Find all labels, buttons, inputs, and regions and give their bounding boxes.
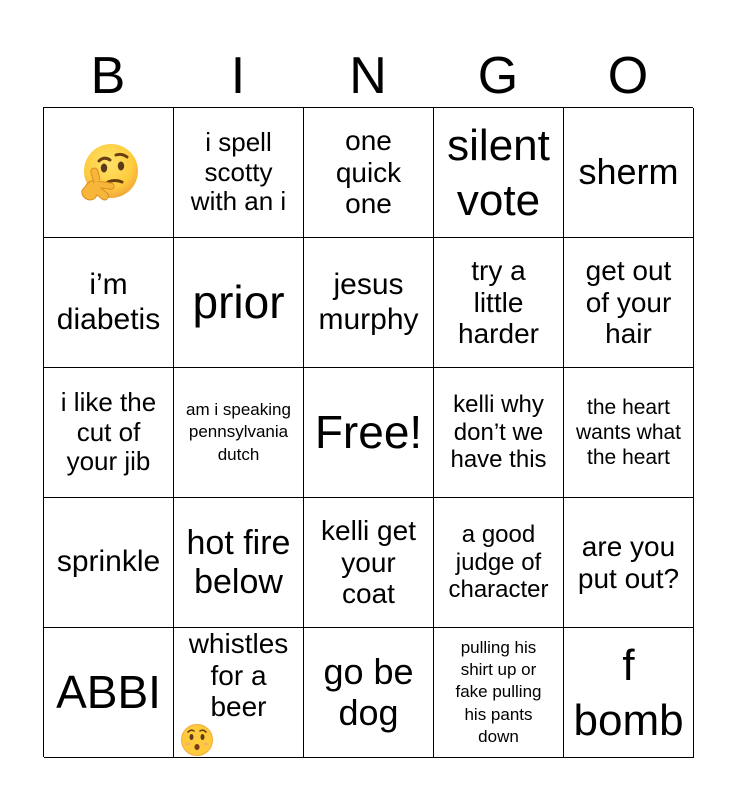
cell-text: are you put out? — [577, 530, 680, 594]
cell-text: get out of your hair — [585, 254, 672, 350]
cell-text: am i speaking pennsylvania dutch — [186, 400, 291, 464]
bingo-cell-11[interactable] — [44, 368, 174, 498]
cell-text: silent vote — [447, 120, 550, 225]
bingo-cell-21[interactable] — [44, 628, 174, 758]
bingo-cell-10[interactable] — [564, 238, 694, 368]
bingo-header — [43, 44, 693, 108]
bingo-cell-13[interactable] — [304, 368, 434, 498]
cell-text: pulling his shirt up or fake pulling his pants down — [455, 638, 542, 746]
bingo-cell-19[interactable] — [434, 498, 564, 628]
header-letter-b: B — [90, 47, 126, 105]
cell-text: go be dog — [323, 651, 414, 733]
bingo-cell-23[interactable] — [304, 628, 434, 758]
bingo-cell-24[interactable] — [434, 628, 564, 758]
bingo-cell-17[interactable] — [174, 498, 304, 628]
cell-text: a good judge of character — [448, 521, 549, 604]
bingo-cell-9[interactable] — [434, 238, 564, 368]
cell-text: i spell scotty with an i — [190, 127, 287, 217]
cell-text: try a little harder — [458, 254, 539, 350]
cell-text: i like the cut of your jib — [60, 387, 157, 477]
cell-text: hot fire below — [186, 523, 291, 601]
cell-text: kelli why don’t we have this — [450, 391, 547, 474]
cell-text: Free! — [314, 406, 423, 459]
bingo-cell-20[interactable] — [564, 498, 694, 628]
cell-text: jesus murphy — [318, 268, 419, 336]
bingo-board — [43, 107, 693, 757]
bingo-cell-25[interactable] — [564, 628, 694, 758]
bingo-cell-3[interactable] — [304, 108, 434, 238]
cell-text-wrap — [180, 628, 298, 757]
bingo-cell-4[interactable] — [434, 108, 564, 238]
bingo-cell-8[interactable] — [304, 238, 434, 368]
bingo-cell-14[interactable] — [434, 368, 564, 498]
cell-text: i’m diabetis — [56, 268, 161, 336]
bingo-cell-5[interactable] — [564, 108, 694, 238]
cell-text: sprinkle — [56, 545, 161, 579]
bingo-cell-12[interactable] — [174, 368, 304, 498]
cell-text: whistles for a beer — [188, 628, 289, 723]
cell-text: prior — [192, 276, 285, 329]
cell-text: kelli get your coat — [321, 514, 416, 610]
cell-text: f bomb — [573, 640, 684, 745]
header-letter-o: O — [607, 47, 649, 105]
bingo-cell-7[interactable] — [174, 238, 304, 368]
cell-text: ABBI — [56, 666, 161, 719]
bingo-cell-2[interactable] — [174, 108, 304, 238]
bingo-cell-1[interactable] — [44, 108, 174, 238]
bingo-cell-18[interactable] — [304, 498, 434, 628]
kissing-face-emoji-icon — [180, 723, 214, 757]
cell-text: sherm — [578, 151, 679, 193]
bingo-cell-22[interactable] — [174, 628, 304, 758]
header-letter-i: I — [230, 47, 246, 105]
cell-text: one quick one — [335, 124, 402, 220]
header-letter-g: G — [477, 47, 519, 105]
bingo-cell-16[interactable] — [44, 498, 174, 628]
bingo-cell-6[interactable] — [44, 238, 174, 368]
cell-text: the heart wants what the heart — [575, 395, 682, 470]
thinking-face-emoji-icon — [77, 141, 141, 205]
bingo-cell-15[interactable] — [564, 368, 694, 498]
header-letter-n: N — [349, 47, 387, 105]
